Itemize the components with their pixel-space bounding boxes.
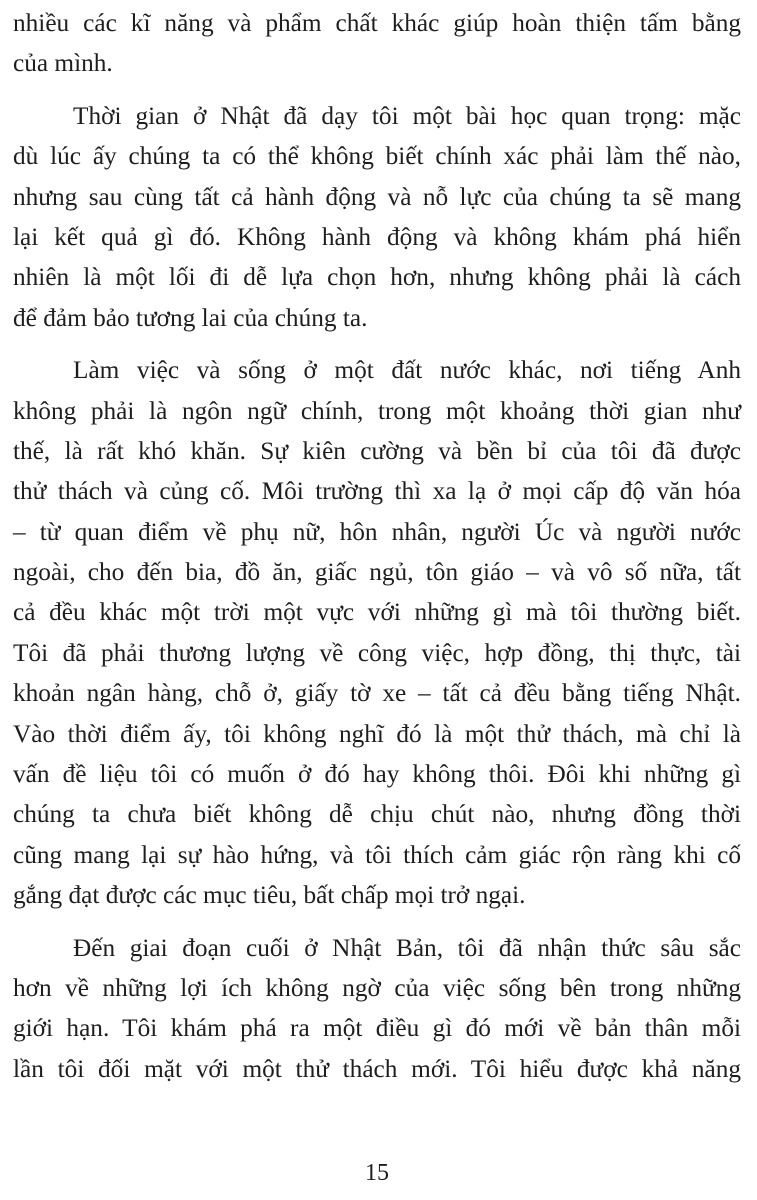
text-line: khoản ngân hàng, chỗ ở, giấy tờ xe – tất cả đều bằng tiếng Nhật. — [13, 679, 741, 708]
text-line: hơn về những lợi ích không ngờ của việc sống bên trong những — [13, 973, 741, 1002]
text-line: lại kết quả gì đó. Không hành động và không khám phá hiển — [13, 222, 741, 251]
text-line: để đảm bảo tương lai của chúng ta. — [13, 303, 368, 332]
paragraph — [13, 350, 741, 915]
text-line: Đến giai đoạn cuối ở Nhật Bản, tôi đã nhận thức sâu sắc — [73, 933, 741, 962]
page-number: 15 — [365, 1160, 389, 1186]
paragraph — [13, 96, 741, 338]
paragraph — [13, 928, 741, 1090]
paragraph-gap — [13, 84, 741, 96]
text-line: không phải là ngôn ngữ chính, trong một khoảng thời gian như — [13, 396, 741, 425]
text-line: Làm việc và sống ở một đất nước khác, nơi tiếng Anh — [73, 356, 741, 385]
text-line: cả đều khác một trời một vực với những gì mà tôi thường biết. — [13, 598, 741, 627]
text-line: Vào thời điểm ấy, tôi không nghĩ đó là một thử thách, mà chỉ là — [13, 719, 741, 748]
text-line: của mình. — [13, 49, 113, 78]
text-line: nhiên là một lối đi dễ lựa chọn hơn, nhưng không phải là cách — [13, 263, 741, 292]
text-line: Thời gian ở Nhật đã dạy tôi một bài học quan trọng: mặc — [73, 101, 741, 130]
text-line: thử thách và củng cố. Môi trường thì xa lạ ở mọi cấp độ văn hóa — [13, 477, 741, 506]
text-line: lần tôi đối mặt với một thử thách mới. Tôi hiểu được khả năng — [13, 1054, 741, 1083]
text-line: vấn đề liệu tôi có muốn ở đó hay không thôi. Đôi khi những gì — [13, 760, 741, 789]
paragraph — [13, 3, 741, 84]
text-line: Tôi đã phải thương lượng về công việc, hợp đồng, thị thực, tài — [13, 638, 741, 667]
text-line: thế, là rất khó khăn. Sự kiên cường và bền bỉ của tôi đã được — [13, 436, 741, 465]
text-line: ngoài, cho đến bia, đồ ăn, giấc ngủ, tôn giáo – và vô số nữa, tất — [13, 558, 741, 587]
text-line: dù lúc ấy chúng ta có thể không biết chính xác phải làm thế nào, — [13, 142, 741, 171]
text-line: nhiều các kĩ năng và phẩm chất khác giúp hoàn thiện tấm bằng — [13, 9, 741, 37]
text-line: chúng ta chưa biết không dễ chịu chút nào, nhưng đồng thời — [13, 800, 741, 829]
text-line: gắng đạt được các mục tiêu, bất chấp mọi trở ngại. — [13, 881, 526, 910]
text-line: nhưng sau cùng tất cả hành động và nỗ lực của chúng ta sẽ mang — [13, 182, 741, 211]
text-line: cũng mang lại sự hào hứng, và tôi thích cảm giác rộn ràng khi cố — [13, 840, 741, 869]
text-line: – từ quan điểm về phụ nữ, hôn nhân, người Úc và người nước — [13, 517, 741, 546]
paragraph-gap — [13, 338, 741, 350]
book-page — [13, 0, 741, 1200]
body-text — [13, 3, 741, 1089]
text-line: giới hạn. Tôi khám phá ra một điều gì đó mới về bản thân mỗi — [13, 1014, 741, 1043]
paragraph-gap — [13, 916, 741, 928]
